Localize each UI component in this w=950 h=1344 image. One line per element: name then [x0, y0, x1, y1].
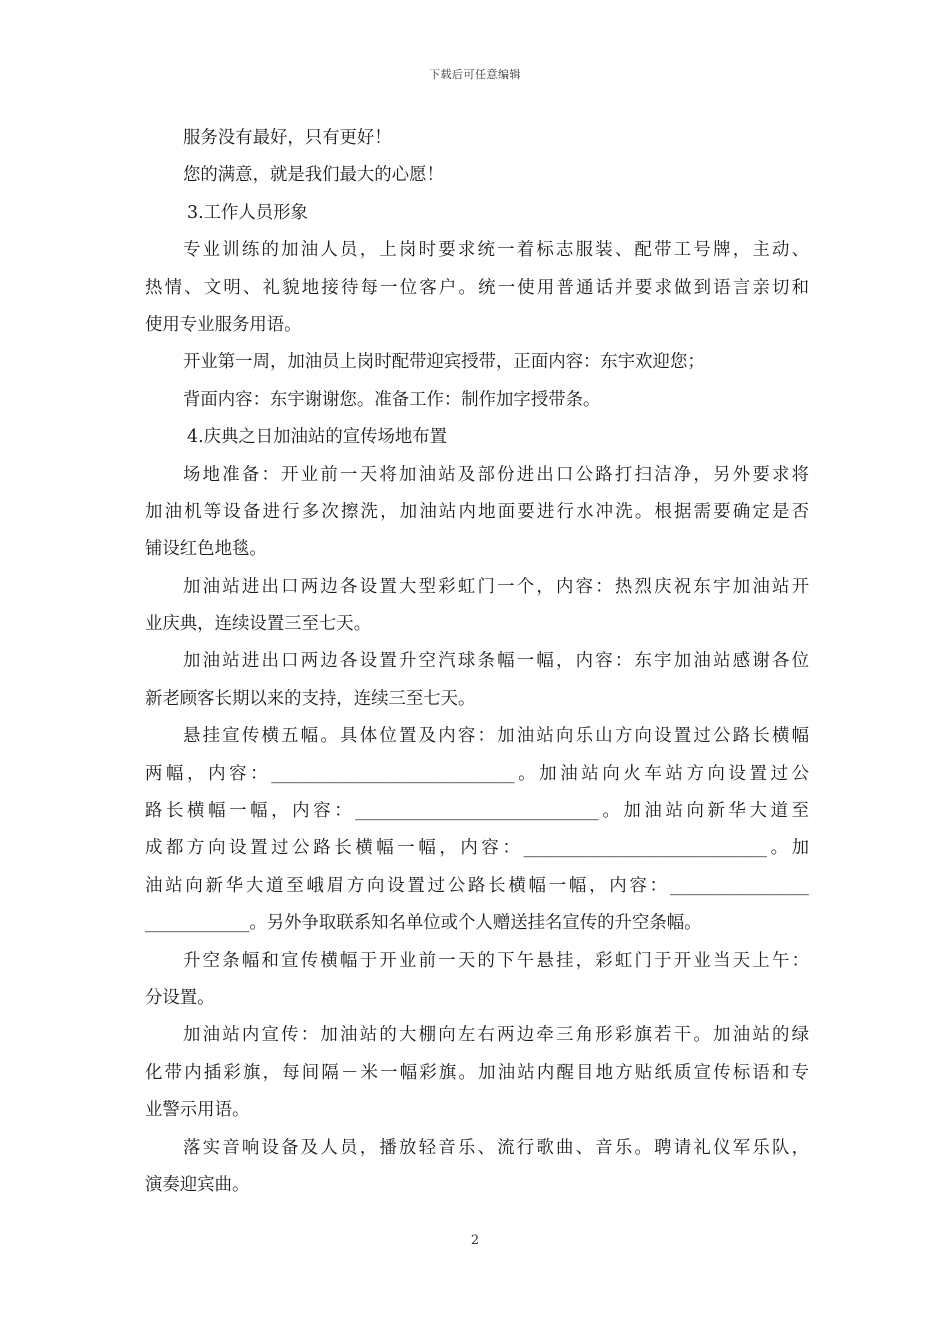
text-line: 加油站内宣传：加油站的大棚向左右两边牵三角形彩旗若干。加油站的绿: [183, 1025, 809, 1046]
text-line: 加油站进出口两边各设置升空汽球条幅一幅，内容：东宇加油站感谢各位: [183, 651, 809, 672]
text-line: 开业第一周，加油员上岗时配带迎宾授带，正面内容：东宇欢迎您；: [183, 352, 705, 373]
text-line: 热情、文明、礼貌地接待每一位客户。统一使用普通话并要求做到语言亲切和: [145, 277, 809, 298]
text-line: 悬挂宣传横五幅。具体位置及内容：加油站向乐山方向设置过公路长横幅: [183, 726, 809, 747]
text-line: 服务没有最好，只有更好！: [183, 128, 392, 148]
text-line: 使用专业服务用语。: [145, 314, 302, 335]
text-line: 化带内插彩旗，每间隔－米一幅彩旗。加油站内醒目地方贴纸质宣传标语和专: [145, 1062, 809, 1083]
text-line: 分设置。: [145, 987, 215, 1008]
text-line: 落实音响设备及人员，播放轻音乐、流行歌曲、音乐。聘请礼仪军乐队，: [183, 1137, 809, 1158]
text-line: 演奏迎宾曲。: [145, 1174, 250, 1195]
text-line: 升空条幅和宣传横幅于开业前一天的下午悬挂，彩虹门于开业当天上午：: [183, 950, 809, 971]
text-line: 背面内容：东宇谢谢您。准备工作：制作加字授带条。: [183, 389, 601, 410]
text-line: 加油机等设备进行多次擦洗，加油站内地面要进行水冲洗。根据需要确定是否: [145, 501, 809, 522]
text-line: 您的满意，就是我们最大的心愿！: [183, 165, 444, 186]
text-line: 场地准备：开业前一天将加油站及部份进出口公路打扫洁净，另外要求将: [183, 464, 809, 485]
text-line: 专业训练的加油人员，上岗时要求统一着标志服装、配带工号牌，主动、: [183, 240, 809, 261]
text-line: 两幅，内容：____________________________。加油站向火车站方向设置过公: [145, 763, 809, 784]
page-header: 下载后可任意编辑: [429, 68, 521, 81]
text-line: 业庆典，连续设置三至七天。: [145, 614, 372, 635]
text-line: 成都方向设置过公路长横幅一幅，内容：____________________________。加: [145, 838, 809, 859]
text-line: 铺设红色地毯。: [145, 539, 267, 560]
section-heading: 4.庆典之日加油站的宣传场地布置: [187, 427, 448, 448]
document-body: [145, 120, 809, 1204]
text-line: 加油站进出口两边各设置大型彩虹门一个，内容：热烈庆祝东宇加油站开: [183, 576, 809, 597]
text-line: 路长横幅一幅，内容：____________________________。加油站向新华大道至: [145, 801, 809, 822]
text-line: 新老顾客长期以来的支持，连续三至七天。: [145, 688, 476, 709]
section-heading: 3.工作人员形象: [187, 202, 308, 223]
text-line: 油站向新华大道至峨眉方向设置过公路长横幅一幅，内容：________________: [145, 875, 809, 896]
page-number: 2: [470, 1233, 480, 1248]
text-line: 业警示用语。: [145, 1100, 250, 1121]
text-line: ____________。另外争取联系知名单位或个人赠送挂名宣传的升空条幅。: [145, 913, 702, 934]
